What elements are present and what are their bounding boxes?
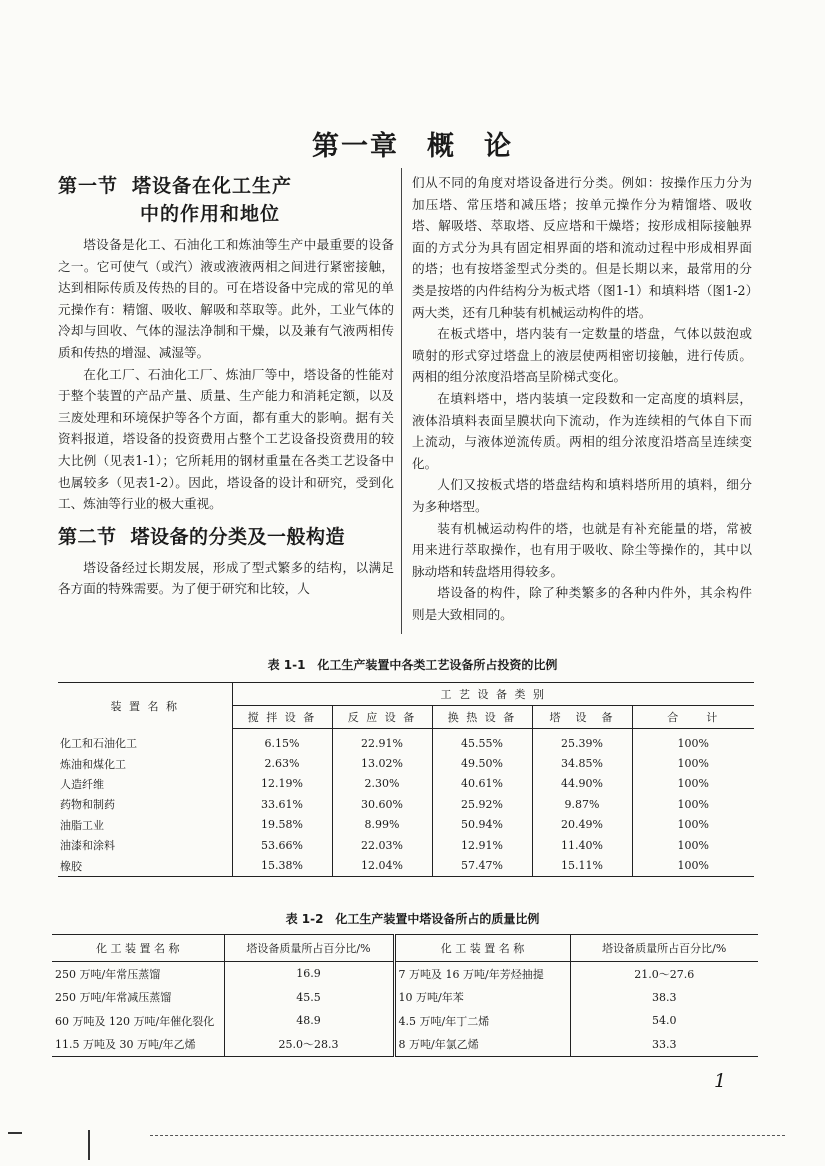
chapter-title (0, 124, 825, 163)
table-cell-name: 化工和石油化工 (60, 736, 137, 750)
table-row (58, 774, 754, 794)
table-cell: 100% (632, 855, 754, 876)
table-cell: 2.30% (332, 774, 432, 794)
table-cell: 13.02% (332, 753, 432, 773)
table-cell: 40.61% (432, 774, 532, 794)
table-cell: 11.40% (532, 835, 632, 855)
table-cell: 45.5 (224, 986, 394, 1010)
table-1-header: 塔 设 备 (532, 706, 632, 729)
table-2-caption: 表 1-2 化工生产装置中塔设备所占的质量比例 (285, 912, 540, 926)
paragraph: 装有机械运动构件的塔，也就是有补充能量的塔，常被用来进行萃取操作，也有用于吸收、除尘等操作的，其中以脉动塔和转盘塔用得较多。 (412, 520, 752, 579)
section-1-title-line2: 中的作用和地位 (140, 203, 281, 225)
table-cell: 12.19% (232, 774, 332, 794)
table-row (52, 1033, 758, 1057)
page-number: 1 (714, 1070, 727, 1092)
table-2-header: 化 工 装 置 名 称 (52, 935, 224, 962)
table-cell: 100% (632, 774, 754, 794)
table-cell-name: 药物和制药 (60, 798, 115, 812)
table-cell: 50.94% (432, 815, 532, 835)
table-2-header: 塔设备质量所占百分比/% (570, 935, 758, 962)
table-1-caption: 表 1-1 化工生产装置中各类工艺设备所占投资的比例 (267, 658, 558, 672)
table-row (58, 753, 754, 773)
table-cell-name: 油漆和涂料 (60, 839, 115, 853)
table-cell: 100% (632, 729, 754, 754)
table-cell: 100% (632, 794, 754, 814)
table-cell: 30.60% (332, 794, 432, 814)
paragraph: 塔设备的构件，除了种类繁多的各种内件外，其余构件则是大致相同的。 (412, 585, 752, 622)
paragraph: 在填料塔中，塔内装填一定段数和一定高度的填料层，液体沿填料表面呈膜状向下流动，作为连续相的气体自下而上流动，与液体逆流传质。两相的组分浓度沿塔高呈连续变化。 (412, 390, 752, 471)
table-cell-name: 250 万吨/年常压蒸馏 (55, 967, 161, 981)
table-cell-name: 60 万吨及 120 万吨/年催化裂化 (55, 1014, 215, 1028)
paragraph: 塔设备经过长期发展，形成了型式繁多的结构，以满足各方面的特殊需要。为了便于研究和比较，人 (58, 559, 394, 597)
table-cell: 45.55% (432, 729, 532, 754)
left-column (58, 172, 394, 600)
table-cell: 34.85% (532, 753, 632, 773)
table-cell: 100% (632, 753, 754, 773)
table-cell: 100% (632, 815, 754, 835)
scan-margin-mark (88, 1130, 90, 1160)
table-cell: 44.90% (532, 774, 632, 794)
table-cell-name: 250 万吨/年常减压蒸馏 (55, 991, 172, 1005)
table-cell: 22.03% (332, 835, 432, 855)
table-1 (58, 682, 754, 877)
table-row (58, 729, 754, 754)
table-cell-name: 橡胶 (58, 855, 232, 876)
table-cell-name: 11.5 万吨及 30 万吨/年乙烯 (52, 1033, 224, 1057)
table-cell: 15.38% (232, 855, 332, 876)
table-1-header: 合 计 (632, 706, 754, 729)
right-column (412, 172, 752, 625)
table-cell: 25.39% (532, 729, 632, 754)
section-1-number: 第一节 (58, 175, 119, 197)
section-1-title (58, 172, 394, 228)
scan-footer-line (150, 1135, 785, 1136)
table-cell: 21.0～27.6 (570, 962, 758, 986)
table-cell-name: 4.5 万吨/年丁二烯 (394, 1009, 570, 1033)
paragraph: 们从不同的角度对塔设备进行分类。例如：按操作压力分为加压塔、常压塔和减压塔；按单元操作分为精馏塔、吸收塔、解吸塔、萃取塔、反应塔和干燥塔；按形成相际接触界面的方式分为具有固定相界面的塔和流动过程中形成相界面的塔；也有按塔釜型式分类的。但是长期以来，最常用的分类是按塔的内件结构分为板式塔（图1-1）和填料塔（图1-2）两大类，还有几种装有机械运动构件的塔。 (412, 175, 752, 320)
paragraph: 塔设备是化工、石油化工和炼油等生产中最重要的设备之一。它可使气（或汽）液或液液两相之间进行紧密接触，达到相际传质及传热的目的。可在塔设备中完成的常见的单元操作有：精馏、吸收、解吸和萃取等。此外，工业气体的冷却与回收、气体的湿法净制和干燥，以及兼有气液两相传质和传热的增湿、减湿等。 (58, 237, 394, 360)
table-cell: 15.11% (532, 855, 632, 876)
table-2-header: 塔设备质量所占百分比/% (224, 935, 394, 962)
table-cell-name: 7 万吨及 16 万吨/年芳烃抽提 (394, 962, 570, 986)
table-row (52, 1009, 758, 1033)
table-row (58, 855, 754, 876)
table-cell: 16.9 (224, 962, 394, 986)
table-1-col-name-header: 装 置 名 称 (58, 683, 232, 729)
table-cell: 54.0 (570, 1009, 758, 1033)
section-2-title-text: 塔设备的分类及一般构造 (130, 525, 346, 548)
table-cell-name: 炼油和煤化工 (60, 757, 126, 771)
table-1-header: 换 热 设 备 (432, 706, 532, 729)
table-cell: 2.63% (232, 753, 332, 773)
table-1-header: 反 应 设 备 (332, 706, 432, 729)
table-row (58, 835, 754, 855)
table-cell-name: 10 万吨/年苯 (394, 986, 570, 1010)
table-cell: 49.50% (432, 753, 532, 773)
paragraph: 人们又按板式塔的塔盘结构和填料塔所用的填料，细分为多种塔型。 (412, 477, 752, 514)
paragraph: 在化工厂、石油化工厂、炼油厂等中，塔设备的性能对于整个装置的产品产量、质量、生产能力和消耗定额，以及三废处理和环境保护等各个方面，都有重大的影响。据有关资料报道，塔设备的投资费用占整个工艺设备投资费用的较大比例（见表1-1）；它所耗用的钢材重量在各类工艺设备中也属较多（见表1-2）。因此，塔设备的设计和研究，受到化工、炼油等行业的极大重视。 (58, 366, 394, 512)
table-row (52, 962, 758, 986)
table-1-group-header: 工 艺 设 备 类 别 (232, 683, 754, 706)
table-1-header: 搅 拌 设 备 (232, 706, 332, 729)
table-cell: 6.15% (232, 729, 332, 754)
table-2-header: 化 工 装 置 名 称 (394, 935, 570, 962)
table-cell: 100% (632, 835, 754, 855)
table-cell: 53.66% (232, 835, 332, 855)
table-row (58, 815, 754, 835)
table-cell: 12.04% (332, 855, 432, 876)
table-cell: 33.3 (570, 1033, 758, 1057)
chapter-number: 第一章 (312, 131, 399, 162)
table-cell: 8.99% (332, 815, 432, 835)
table-cell: 33.61% (232, 794, 332, 814)
table-cell: 12.91% (432, 835, 532, 855)
table-cell: 38.3 (570, 986, 758, 1010)
table-cell-name: 人造纤维 (60, 777, 104, 791)
section-2-title (58, 523, 394, 551)
table-cell: 25.0～28.3 (224, 1033, 394, 1057)
table-row (52, 986, 758, 1010)
table-cell-name: 8 万吨/年氯乙烯 (394, 1033, 570, 1057)
table-cell: 22.91% (332, 729, 432, 754)
table-cell: 19.58% (232, 815, 332, 835)
table-cell: 57.47% (432, 855, 532, 876)
table-2 (52, 934, 758, 1057)
table-cell: 25.92% (432, 794, 532, 814)
paragraph: 在板式塔中，塔内装有一定数量的塔盘，气体以鼓泡或喷射的形式穿过塔盘上的液层使两相密切接触，进行传质。两相的组分浓度沿塔高呈阶梯式变化。 (412, 326, 752, 385)
section-1-title-line1: 塔设备在化工生产 (132, 175, 293, 197)
table-cell: 9.87% (532, 794, 632, 814)
table-cell: 48.9 (224, 1009, 394, 1033)
column-divider (401, 168, 402, 634)
scan-margin-mark (8, 1132, 22, 1134)
chapter-title-char-2: 论 (484, 131, 513, 162)
table-cell: 20.49% (532, 815, 632, 835)
table-row (58, 794, 754, 814)
table-cell-name: 油脂工业 (60, 818, 104, 832)
section-2-number: 第二节 (58, 525, 117, 548)
chapter-title-char-1: 概 (427, 131, 456, 162)
